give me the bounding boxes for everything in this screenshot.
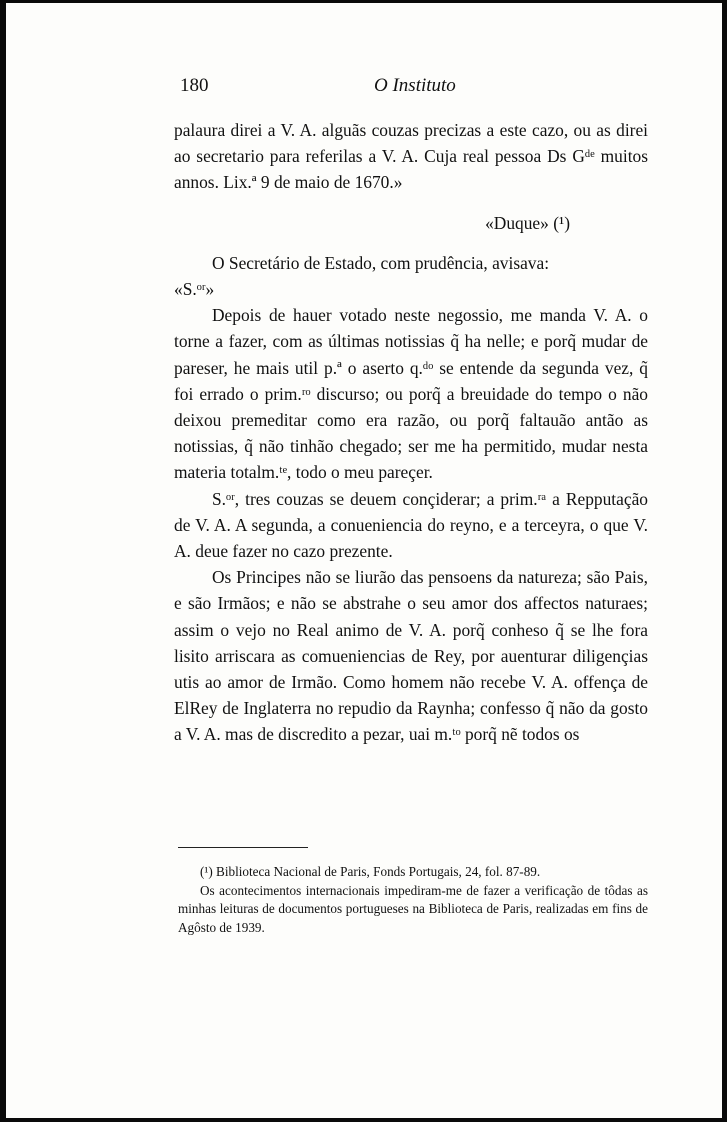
running-title: O Instituto bbox=[374, 75, 456, 96]
footnote bbox=[178, 863, 648, 937]
signature: «Duque» (¹) bbox=[485, 212, 570, 233]
body-text bbox=[174, 117, 648, 748]
salutation: «S.ᵒʳ» bbox=[174, 279, 215, 300]
letter-close: palaura direi a V. A. alguãs couzas precizas a este cazo, ou as direi ao secretario para referilas a V. A. Cuja real pessoa Ds Gᵈᵉ muitos annos. Lix.ª 9 de maio de 1670.» bbox=[174, 120, 648, 193]
intro-line: O Secretário de Estado, com prudência, avisava: bbox=[212, 252, 550, 273]
page-header bbox=[174, 75, 652, 101]
paragraph-2: S.ᵒʳ, tres couzas se deuem conçiderar; a prim.ʳᵃ a Repputação de V. A. A segunda, a conueniencia do reyno, e a terceyra, o que V. A. deue fazer no cazo prezente. bbox=[174, 488, 648, 562]
footnote-text: Os acontecimentos internacionais impediram-me de fazer a verificação de tôdas as minhas leituras de documentos portugueses na Biblioteca de Paris, realizadas em fins de Agôsto de 1939. bbox=[178, 882, 648, 935]
page-number: 180 bbox=[180, 75, 209, 96]
footnote-reference: (¹) Biblioteca Nacional de Paris, Fonds Portugais, 24, fol. 87-89. bbox=[200, 864, 541, 879]
paragraph-1: Depois de hauer votado neste negossio, me manda V. A. o torne a fazer, com as últimas notissias q̃ ha nelle; e porq̃ mudar de pareser, he mais util p.ª o aserto q.ᵈᵒ se entende da segunda vez, q̃ foi errado o prim.ʳᵒ discurso; ou porq̃ a breuidade do tempo o não deixou premeditar como era razão, ou porq̃ faltauão antão as notissias, q̃ não tinhão chegado; ser me ha permitido, mudar nesta materia totalm.ᵗᵉ, todo o meu pareçer. bbox=[174, 305, 648, 483]
footnote-rule bbox=[178, 847, 308, 848]
paragraph-3: Os Principes não se liurão das pensoens da natureza; são Pais, e são Irmãos; e não se abstrahe o seu amor dos affectos naturaes; assim o vejo no Real animo de V. A. porq̃ conheso q̃ se lhe fora lisito arriscara as comueniencias de Rey, por auenturar diligençias utis ao amor de Irmão. Como homem não recebe V. A. offença de ElRey de Inglaterra no repudio da Raynha; confesso q̃ não da gosto a V. A. mas de discredito a pezar, uai m.ᵗᵒ porq̃ nẽ todos os bbox=[174, 567, 648, 745]
